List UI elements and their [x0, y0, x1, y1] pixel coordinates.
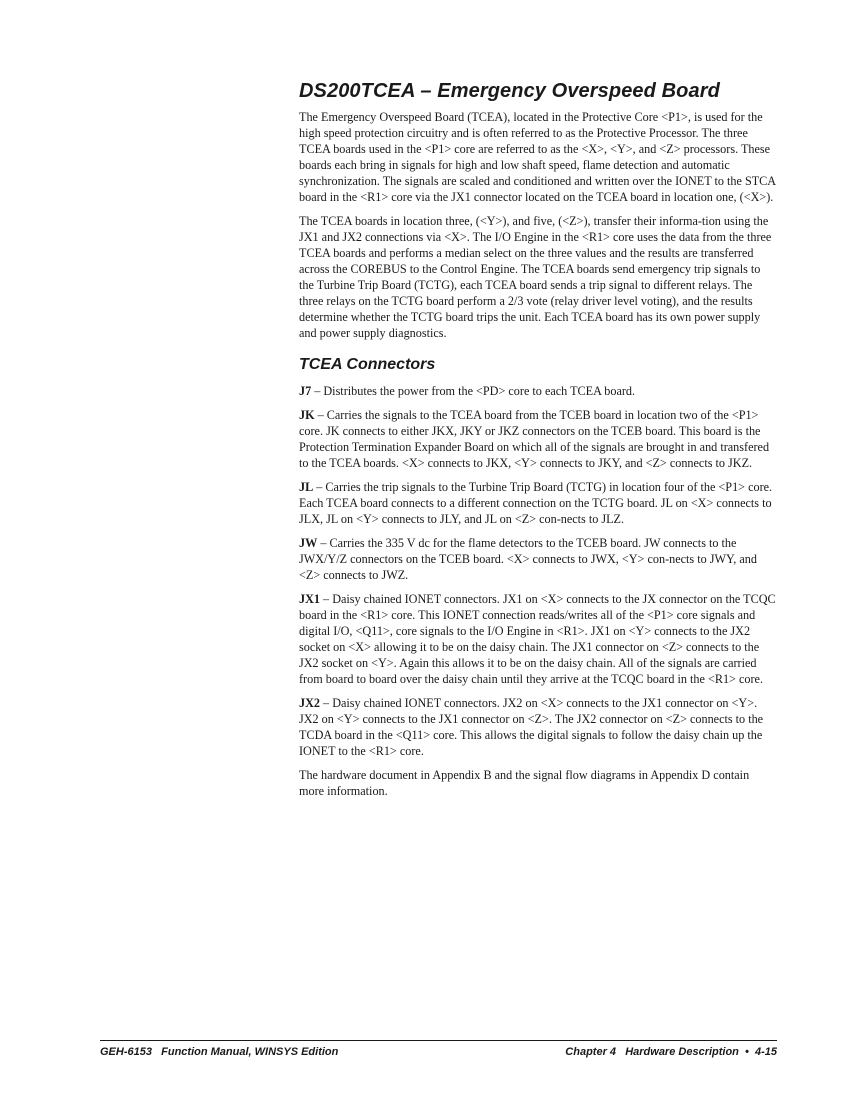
connector-term: JX2	[299, 696, 320, 710]
section-heading-connectors: TCEA Connectors	[299, 356, 436, 373]
connector-term: JW	[299, 536, 318, 550]
connector-description: – Carries the signals to the TCEA board from the TCEB board in location two of the <P1> core. JK connects to either JKX, JKY or JKZ connectors on the TCEB board. This board is the Protection Termination Expander Board on which all of the signals are brought in and transfered to the TCEA boards. <X> connects to JKX, <Y> connects to JKY, and <Z> connects to JKZ.	[299, 408, 770, 470]
connector-term: J7	[299, 384, 312, 398]
page-title: DS200TCEA – Emergency Overspeed Board	[299, 80, 720, 102]
connector-description: – Carries the trip signals to the Turbine Trip Board (TCTG) in location four of the <P1> core. Each TCEA board connects to a different connection on the TCTG board. JL on <X> connects to JLX, JL on <Y> connects to JLY, and JL on <Z> con-nects to JLZ.	[299, 480, 773, 526]
connector-j7	[299, 383, 777, 399]
connector-term: JL	[299, 480, 314, 494]
connector-jk	[299, 407, 777, 471]
connector-jl	[299, 479, 777, 527]
page-content	[299, 78, 777, 807]
connector-term: JX1	[299, 592, 320, 606]
footer-rule	[100, 1040, 777, 1041]
connector-term: JK	[299, 408, 315, 422]
intro-paragraph-1: The Emergency Overspeed Board (TCEA), located in the Protective Core <P1>, is used for the high speed protection circuitry and is often referred to as the Protective Processor. The three TCEA boards used in the <P1> core are referred to as the <X>, <Y>, and <Z> processors. These boards each bring in signals for high and low shaft speed, flame detection and automatic synchronization. The signals are scaled and conditioned and written over the IONET to the STCA board in the <R1> core via the JX1 connector located on the TCEA board in location one, (<X>).	[299, 110, 776, 204]
intro-paragraph-2: The TCEA boards in location three, (<Y>), and five, (<Z>), transfer their informa-tion using the JX1 and JX2 connections via <X>. The I/O Engine in the <R1> core uses the data from the three TCEA boards and performs a median select on the three values and the results are transferred across the COREBUS to the Control Engine. The TCEA boards send emergency trip signals to the Turbine Trip Board (TCTG), each TCEA board sends a trip signal to different relays. The three relays on the TCTG board perform a 2/3 vote (relay driver level voting), and the results determine whether the TCTG board trips the unit. Each TCEA board has its own power supply and power supply diagnostics.	[299, 214, 772, 340]
footer-document-title: GEH-6153 Function Manual, WINSYS Edition	[100, 1046, 339, 1058]
closing-paragraph: The hardware document in Appendix B and the signal flow diagrams in Appendix D contain more information.	[299, 768, 750, 798]
connector-description: – Daisy chained IONET connectors. JX1 on <X> connects to the JX connector on the TCQC board in the <R1> core. This IONET connection reads/writes all of the <P1> core signals and digital I/O, <Q11>, core signals to the I/O Engine in <R1>. JX1 on <Y> connects to the JX2 socket on <X> allowing it to be on the daisy chain. The JX1 connector on <Z> connects to the JX2 socket on <Y>. Again this allows it to be on the daisy chain. All of the signals are carried from board to board over the daisy chain until they arrive at the TCQC board in the <R1> core.	[299, 592, 776, 686]
connector-description: – Daisy chained IONET connectors. JX2 on <X> connects to the JX1 connector on <Y>. JX2 on <Y> connects to the JX1 connector on <Z>. The JX2 connector on <Z> connects to the TCDA board in the <Q11> core. This allows the digital signals to follow the daisy chain up the IONET to the <R1> core.	[299, 696, 764, 758]
connector-description: – Carries the 335 V dc for the flame detectors to the TCEB board. JW connects to the JWX/Y/Z connectors on the TCEB board. <X> connects to JWX, <Y> con-nects to JWY, and <Z> connects to JWZ.	[299, 536, 757, 582]
connector-jw	[299, 535, 777, 583]
connector-jx1	[299, 591, 777, 687]
connector-description: – Distributes the power from the <PD> core to each TCEA board.	[311, 384, 636, 398]
footer-chapter-page: Chapter 4 Hardware Description • 4-15	[565, 1046, 777, 1058]
connector-jx2	[299, 695, 777, 759]
